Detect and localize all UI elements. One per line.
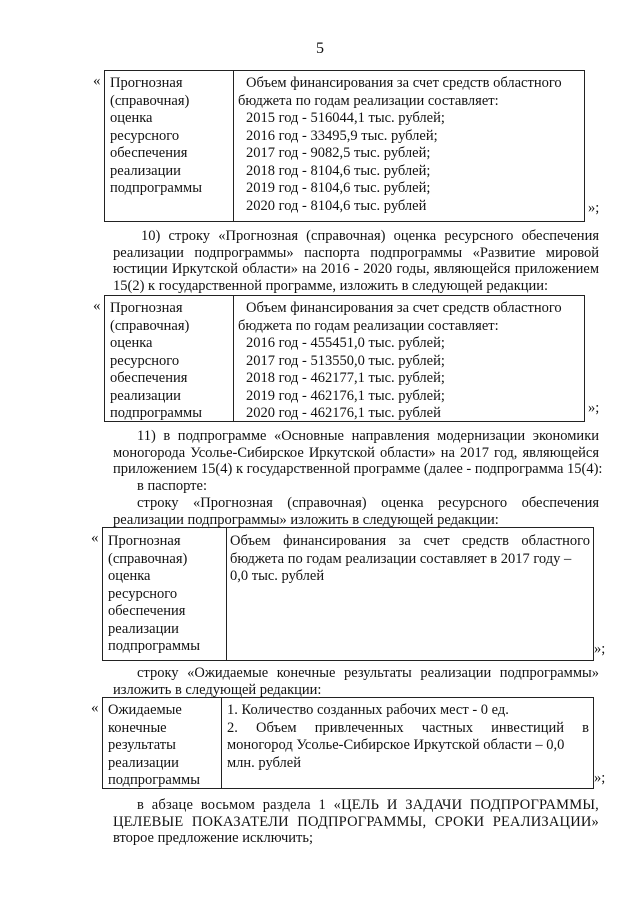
right-cell bbox=[227, 702, 589, 772]
right-cell bbox=[230, 533, 590, 586]
right-cell-line: Объем финансирования за счет средств областного bbox=[246, 300, 562, 316]
close-quote: »; bbox=[594, 770, 606, 786]
open-quote: « bbox=[91, 700, 99, 716]
funding-year-line: 2020 год - 8104,6 тыс. рублей bbox=[246, 197, 427, 214]
result-line: моногород Усолье-Сибирское Иркутской области – 0,0 bbox=[227, 737, 565, 753]
paragraph-row-1 bbox=[113, 495, 599, 528]
paragraph-section-1 bbox=[113, 797, 599, 847]
result-line: 1. Количество созданных рабочих мест - 0 ед. bbox=[227, 702, 509, 718]
open-quote: « bbox=[93, 73, 101, 89]
funding-year-line: 2019 год - 8104,6 тыс. рублей; bbox=[246, 180, 431, 196]
left-cell-line: оценка bbox=[110, 110, 153, 126]
right-cell-line: бюджета по годам реализации составляет: bbox=[238, 317, 499, 334]
paragraph-line: строку «Ожидаемые конечные результаты реализации подпрограммы» bbox=[137, 665, 599, 681]
close-quote: »; bbox=[594, 641, 606, 657]
paragraph-line: моногорода Усолье-Сибирское Иркутской области» на 2017 год, являющейся bbox=[113, 444, 599, 461]
funding-year-line: 2018 год - 462177,1 тыс. рублей; bbox=[246, 370, 445, 386]
left-cell bbox=[108, 533, 224, 656]
paragraph-line: реализации подпрограммы» изложить в следующей редакции: bbox=[113, 511, 499, 528]
column-divider bbox=[221, 698, 222, 788]
column-divider bbox=[233, 296, 234, 421]
open-quote: « bbox=[91, 530, 99, 546]
paragraph-line: 11) в подпрограмме «Основные направления модернизации экономики bbox=[137, 428, 599, 444]
paragraph-10 bbox=[113, 228, 599, 294]
left-cell-line: конечные bbox=[108, 719, 167, 736]
left-cell-line: результаты bbox=[108, 737, 176, 753]
left-cell-line: подпрограммы bbox=[108, 772, 200, 788]
funding-year-line: 2017 год - 513550,0 тыс. рублей; bbox=[246, 352, 445, 369]
right-cell-line: бюджета по годам реализации составляет в 2017 году – bbox=[230, 550, 572, 567]
funding-year-line: 2016 год - 33495,9 тыс. рублей; bbox=[246, 127, 438, 144]
left-cell-line: оценка bbox=[110, 335, 153, 351]
left-cell-line: (справочная) bbox=[108, 550, 188, 567]
right-cell-line: Объем финансирования за счет средств областного bbox=[246, 75, 562, 91]
left-cell-line: реализации bbox=[108, 754, 179, 771]
paragraph-line: 15(2) к государственной программе, изложить в следующей редакции: bbox=[113, 277, 549, 294]
left-cell-line: (справочная) bbox=[110, 92, 190, 109]
left-cell-line: Прогнозная bbox=[108, 533, 181, 549]
funding-year-line: 2018 год - 8104,6 тыс. рублей; bbox=[246, 162, 431, 179]
left-cell-line: оценка bbox=[108, 568, 151, 584]
open-quote: « bbox=[93, 298, 101, 314]
left-cell bbox=[110, 75, 232, 198]
left-cell-line: обеспечения bbox=[108, 603, 186, 619]
paragraph-line: приложением 15(4) к государственной программе (далее - подпрограмма 15(4): bbox=[113, 461, 603, 477]
right-cell-line: бюджета по годам реализации составляет: bbox=[238, 92, 499, 109]
paragraph-line: в абзаце восьмом раздела 1 «ЦЕЛЬ И ЗАДАЧИ ПОДПРОГРАММЫ, bbox=[137, 797, 599, 813]
paragraph-line: второе предложение исключить; bbox=[113, 830, 314, 846]
left-cell-line: ресурсного bbox=[110, 352, 180, 369]
paragraph-line: 10) строку «Прогнозная (справочная) оценка ресурсного обеспечения bbox=[141, 228, 599, 244]
left-cell-line: Прогнозная bbox=[110, 75, 183, 91]
funding-year-line: 2015 год - 516044,1 тыс. рублей; bbox=[246, 110, 445, 126]
left-cell-line: (справочная) bbox=[110, 317, 190, 334]
paragraph-line: строку «Прогнозная (справочная) оценка ресурсного обеспечения bbox=[137, 495, 599, 511]
left-cell-line: подпрограммы bbox=[110, 180, 202, 196]
left-cell-line: Прогнозная bbox=[110, 300, 183, 316]
left-cell-line: Ожидаемые bbox=[108, 702, 182, 718]
left-cell-line: реализации bbox=[110, 162, 181, 179]
funding-year-line: 2019 год - 462176,1 тыс. рублей; bbox=[246, 387, 445, 404]
left-cell-line: подпрограммы bbox=[110, 405, 202, 421]
left-cell-line: ресурсного bbox=[108, 585, 178, 602]
close-quote: »; bbox=[588, 400, 600, 416]
result-line: млн. рублей bbox=[227, 754, 301, 771]
left-cell bbox=[110, 300, 232, 423]
left-cell-line: обеспечения bbox=[110, 145, 188, 161]
page-number: 5 bbox=[316, 40, 324, 57]
right-cell bbox=[238, 75, 582, 215]
right-cell-line: 0,0 тыс. рублей bbox=[230, 568, 325, 584]
result-line: 2. Объем привлеченных частных инвестиций в bbox=[227, 719, 589, 736]
paragraph-11 bbox=[113, 428, 603, 478]
column-divider bbox=[233, 71, 234, 221]
funding-year-line: 2016 год - 455451,0 тыс. рублей; bbox=[246, 335, 445, 351]
left-cell bbox=[108, 702, 220, 790]
paragraph-passport: в паспорте: bbox=[137, 478, 207, 494]
left-cell-line: ресурсного bbox=[110, 127, 180, 144]
paragraph-line: изложить в следующей редакции: bbox=[113, 681, 322, 698]
left-cell-line: подпрограммы bbox=[108, 638, 200, 654]
left-cell-line: обеспечения bbox=[110, 370, 188, 386]
paragraph-line: ЦЕЛЕВЫЕ ПОКАЗАТЕЛИ ПОДПРОГРАММЫ, СРОКИ РЕАЛИЗАЦИИ» bbox=[113, 813, 599, 830]
funding-year-line: 2020 год - 462176,1 тыс. рублей bbox=[246, 405, 441, 421]
right-cell-line: Объем финансирования за счет средств областного bbox=[230, 533, 590, 549]
close-quote: »; bbox=[588, 200, 600, 216]
right-cell bbox=[238, 300, 582, 423]
column-divider bbox=[226, 528, 227, 660]
left-cell-line: реализации bbox=[110, 387, 181, 404]
paragraph-row-2 bbox=[113, 665, 599, 698]
paragraph-line: реализации подпрограммы» паспорта подпрограммы «Развитие мировой bbox=[113, 244, 599, 261]
left-cell-line: реализации bbox=[108, 620, 179, 637]
funding-year-line: 2017 год - 9082,5 тыс. рублей; bbox=[246, 145, 431, 161]
paragraph-line: юстиции Иркутской области» на 2016 - 2020 годы, являющейся приложением bbox=[113, 261, 599, 277]
